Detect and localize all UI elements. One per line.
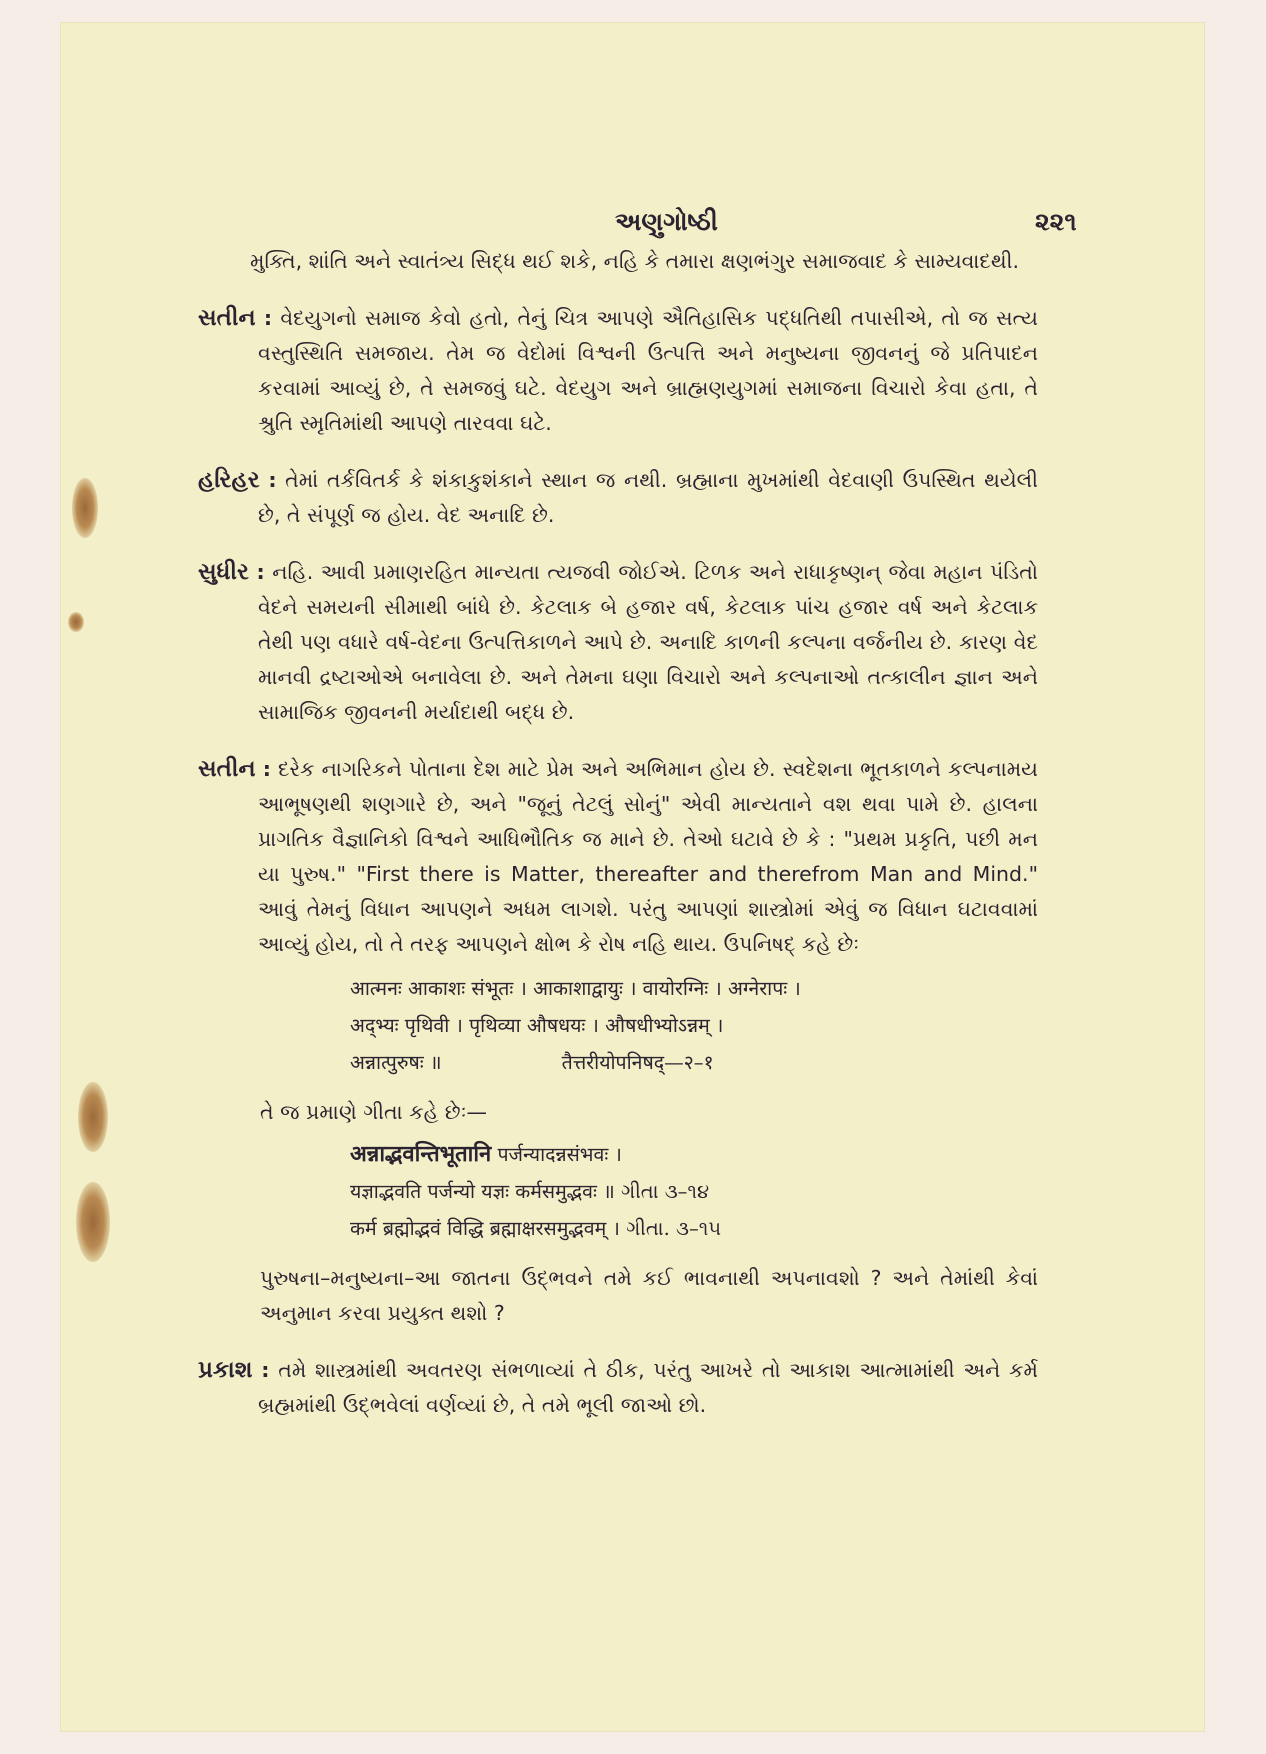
gita-lead-text: તે જ પ્રમાણે ગીતા કહે છેઃ—	[260, 1100, 487, 1124]
speaker-separator: :	[261, 1358, 270, 1382]
verse-citation: तैत्तरीयोपनिषद्—२–१	[561, 1051, 714, 1074]
verse-line: कर्म ब्रह्मोद्भवं विद्धि ब्रह्माक्षरसमुद्भवम् । ગીતા. ૩–૧૫	[350, 1217, 722, 1240]
running-title: અણુગોષ્ઠી	[615, 207, 718, 236]
verse-line: अद्भ्यः पृथिवी । पृथिव्या औषधयः । औषधीभ्योऽन्नम् ।	[350, 1014, 724, 1037]
speaker-name: પ્રકાશ	[198, 1357, 253, 1383]
page-body	[198, 244, 1038, 1445]
page-number: ૨૨૧	[1035, 207, 1077, 236]
dialogue-text: તેમાં તર્કવિતર્ક કે શંકાકુશંકાને સ્થાન જ નથી. બ્રહ્માના મુખમાંથી વેદવાણી ઉપસ્થિત થયેલી છે, તે સંપૂર્ણ જ હોય. વેદ અનાદિ છે.	[258, 468, 1038, 527]
speaker-separator: :	[262, 757, 271, 781]
gita-verse	[198, 1136, 1038, 1247]
speaker-separator: :	[268, 468, 277, 492]
speaker-separator: :	[256, 560, 265, 584]
verse-line-bold: अन्नाद्भवन्तिभूतानि	[350, 1141, 492, 1167]
upanishad-verse	[198, 970, 1038, 1081]
verse-line	[350, 1044, 1038, 1081]
speaker-name: સતીન	[198, 305, 256, 331]
dialogue-text: તમે શાસ્ત્રમાંથી અવતરણ સંભળાવ્યાં તે ઠીક, પરંતુ આખરે તો આકાશ આત્મામાંથી અને કર્મ બ્રહ્મમાંથી ઉદ્ભવેલાં વર્ણવ્યાં છે, તે તમે ભૂલી જાઓ છો.	[258, 1358, 1038, 1417]
speaker-separator: :	[263, 306, 273, 330]
verse-line-text: पर्जन्यादन्नसंभवः ।	[497, 1143, 622, 1166]
verse-line: यज्ञाद्भवति पर्जन्यो यज्ञः कर्मसमुद्भवः ॥ ગીતા ૩–૧૪	[350, 1180, 710, 1203]
page-header	[60, 202, 1205, 242]
verse-line: आत्मनः आकाशः संभूतः । आकाशाद्वायुः । वायोरग्निः । अग्नेरापः ।	[350, 977, 801, 1000]
dialogue-text: નહિ. આવી પ્રમાણરહિત માન્યતા ત્યજવી જોઈએ. ટિળક અને રાધાકૃષ્ણન્ જેવા મહાન પંડિતો વેદને સમયની સીમાથી બાંધે છે. કેટલાક બે હજાર વર્ષ, કેટલાક પાંચ હજાર વર્ષ અને કેટલાક તેથી પણ વધારે વર્ષ-વેદના ઉત્પત્તિકાળને આપે છે. અનાદિ કાળની કલ્પના વર્જનીય છે. કારણ વેદ માનવી દ્રષ્ટાઓએ બનાવેલા છે. અને તેમના ઘણા વિચારો અને કલ્પનાઓ તત્કાલીન જ્ઞાન અને સામાજિક જીવનની મર્યાદાથી બદ્ધ છે.	[258, 560, 1038, 724]
paper-stain	[78, 1082, 108, 1152]
speaker-name: સુધીર	[198, 559, 249, 585]
speaker-name: સતીન	[198, 756, 256, 782]
speaker-name: હરિહર	[198, 467, 260, 493]
dialogue-satin-1	[198, 301, 1038, 441]
dialogue-sudhir	[198, 555, 1038, 730]
intro-paragraph: મુક્તિ, શાંતિ અને સ્વાતંત્ર્ય સિદ્ધ થઈ શકે, નહિ કે તમારા ક્ષણભંગુર સમાજવાદ કે સામ્યવાદથી.	[250, 249, 1019, 273]
verse-line	[350, 1136, 1038, 1173]
dialogue-harihar	[198, 463, 1038, 533]
verse-line-text: अन्नात्पुरुषः ॥	[350, 1051, 442, 1074]
paper-stain	[72, 478, 98, 538]
dialogue-satin-2	[198, 752, 1038, 962]
paper-stain	[76, 1182, 110, 1262]
question-paragraph: પુરુષના–મનુષ્યના–આ જાતના ઉદ્ભવને તમે કઈ ભાવનાથી અપનાવશો ? અને તેમાંથી કેવાં અનુમાન કરવા પ્રયુક્ત થશો ?	[260, 1266, 1038, 1325]
dialogue-prakash	[198, 1353, 1038, 1423]
dialogue-text: વેદયુગનો સમાજ કેવો હતો, તેનું ચિત્ર આપણે ઐતિહાસિક પદ્ધતિથી તપાસીએ, તો જ સત્ય વસ્તુસ્થિતિ સમજાય. તેમ જ વેદોમાં વિશ્વની ઉત્પત્તિ અને મનુષ્યના જીવનનું જે પ્રતિપાદન કરવામાં આવ્યું છે, તે સમજવું ઘટે. વેદયુગ અને બ્રાહ્મણયુગમાં સમાજના વિચારો કેવા હતા, તે શ્રુતિ સ્મૃતિમાંથી આપણે તારવવા ઘટે.	[258, 306, 1038, 435]
paper-stain	[68, 612, 84, 632]
dialogue-text: દરેક નાગરિકને પોતાના દેશ માટે પ્રેમ અને અભિમાન હોય છે. સ્વદેશના ભૂતકાળને કલ્પનામય આભૂષણથી શણગારે છે, અને "જૂનું તેટલું સોનું" એવી માન્યતાને વશ થવા પામે છે. હાલના પ્રાગતિક વૈજ્ઞાનિકો વિશ્વને આધિભૌતિક જ માને છે. તેઓ ઘટાવે છે કે : "પ્રથમ પ્રકૃતિ, પછી મન યા પુરુષ." "First there is Matter, thereafter and therefrom Man and Mind." આવું તેમનું વિધાન આપણને અધમ લાગશે. પરંતુ આપણાં શાસ્ત્રોમાં એવું જ વિધાન ઘટાવવામાં આવ્યું હોય, તો તે તરફ આપણને ક્ષોભ કે રોષ નહિ થાય. ઉપનિષદ્ કહે છેઃ	[258, 757, 1038, 956]
